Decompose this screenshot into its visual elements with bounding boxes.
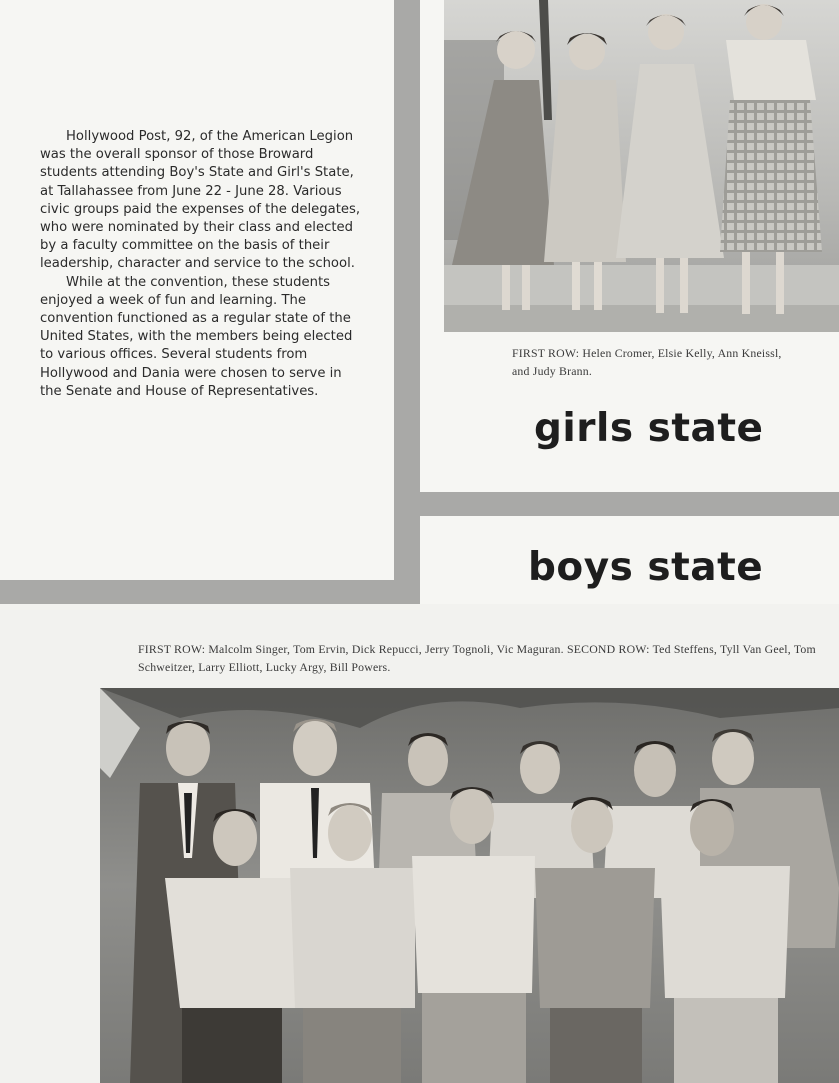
article-paragraph-2: While at the convention, these students enjoyed a week of fun and learning. The convention functioned as a regular state of the United States, with the members being elected to various offices. Several students from Hollywood and Dania were chosen to serve in the Senate and House of Representatives.	[40, 274, 353, 399]
gray-frame-right-bottom	[420, 492, 839, 516]
article-paragraph-1: Hollywood Post, 92, of the American Legion was the overall sponsor of those Broward students attending Boy's State and Girl's State, at Tallahassee from June 22 - June 28. Various civic groups paid the expenses of the delegates, who were nominated by their class and elected by a faculty committee on the basis of their leadership, character and service to the school.	[40, 129, 361, 272]
girls-state-caption: FIRST ROW: Helen Cromer, Elsie Kelly, Ann Kneissl, and Judy Brann.	[512, 346, 782, 378]
boys-state-heading: boys state	[528, 545, 764, 590]
girls-state-heading: girls state	[534, 406, 764, 451]
girls-state-photo	[444, 0, 839, 332]
gray-frame-left-bottom	[0, 580, 420, 604]
article-text	[40, 128, 366, 401]
gray-frame-left-vertical	[394, 0, 420, 604]
boys-state-caption: FIRST ROW: Malcolm Singer, Tom Ervin, Dick Repucci, Jerry Tognoli, Vic Maguran. SECOND ROW: Ted Steffens, Tyll Van Geel, Tom Schweitzer, Larry Elliott, Lucky Argy, Bill Powers.	[138, 642, 816, 674]
boys-state-photo	[100, 688, 839, 1083]
